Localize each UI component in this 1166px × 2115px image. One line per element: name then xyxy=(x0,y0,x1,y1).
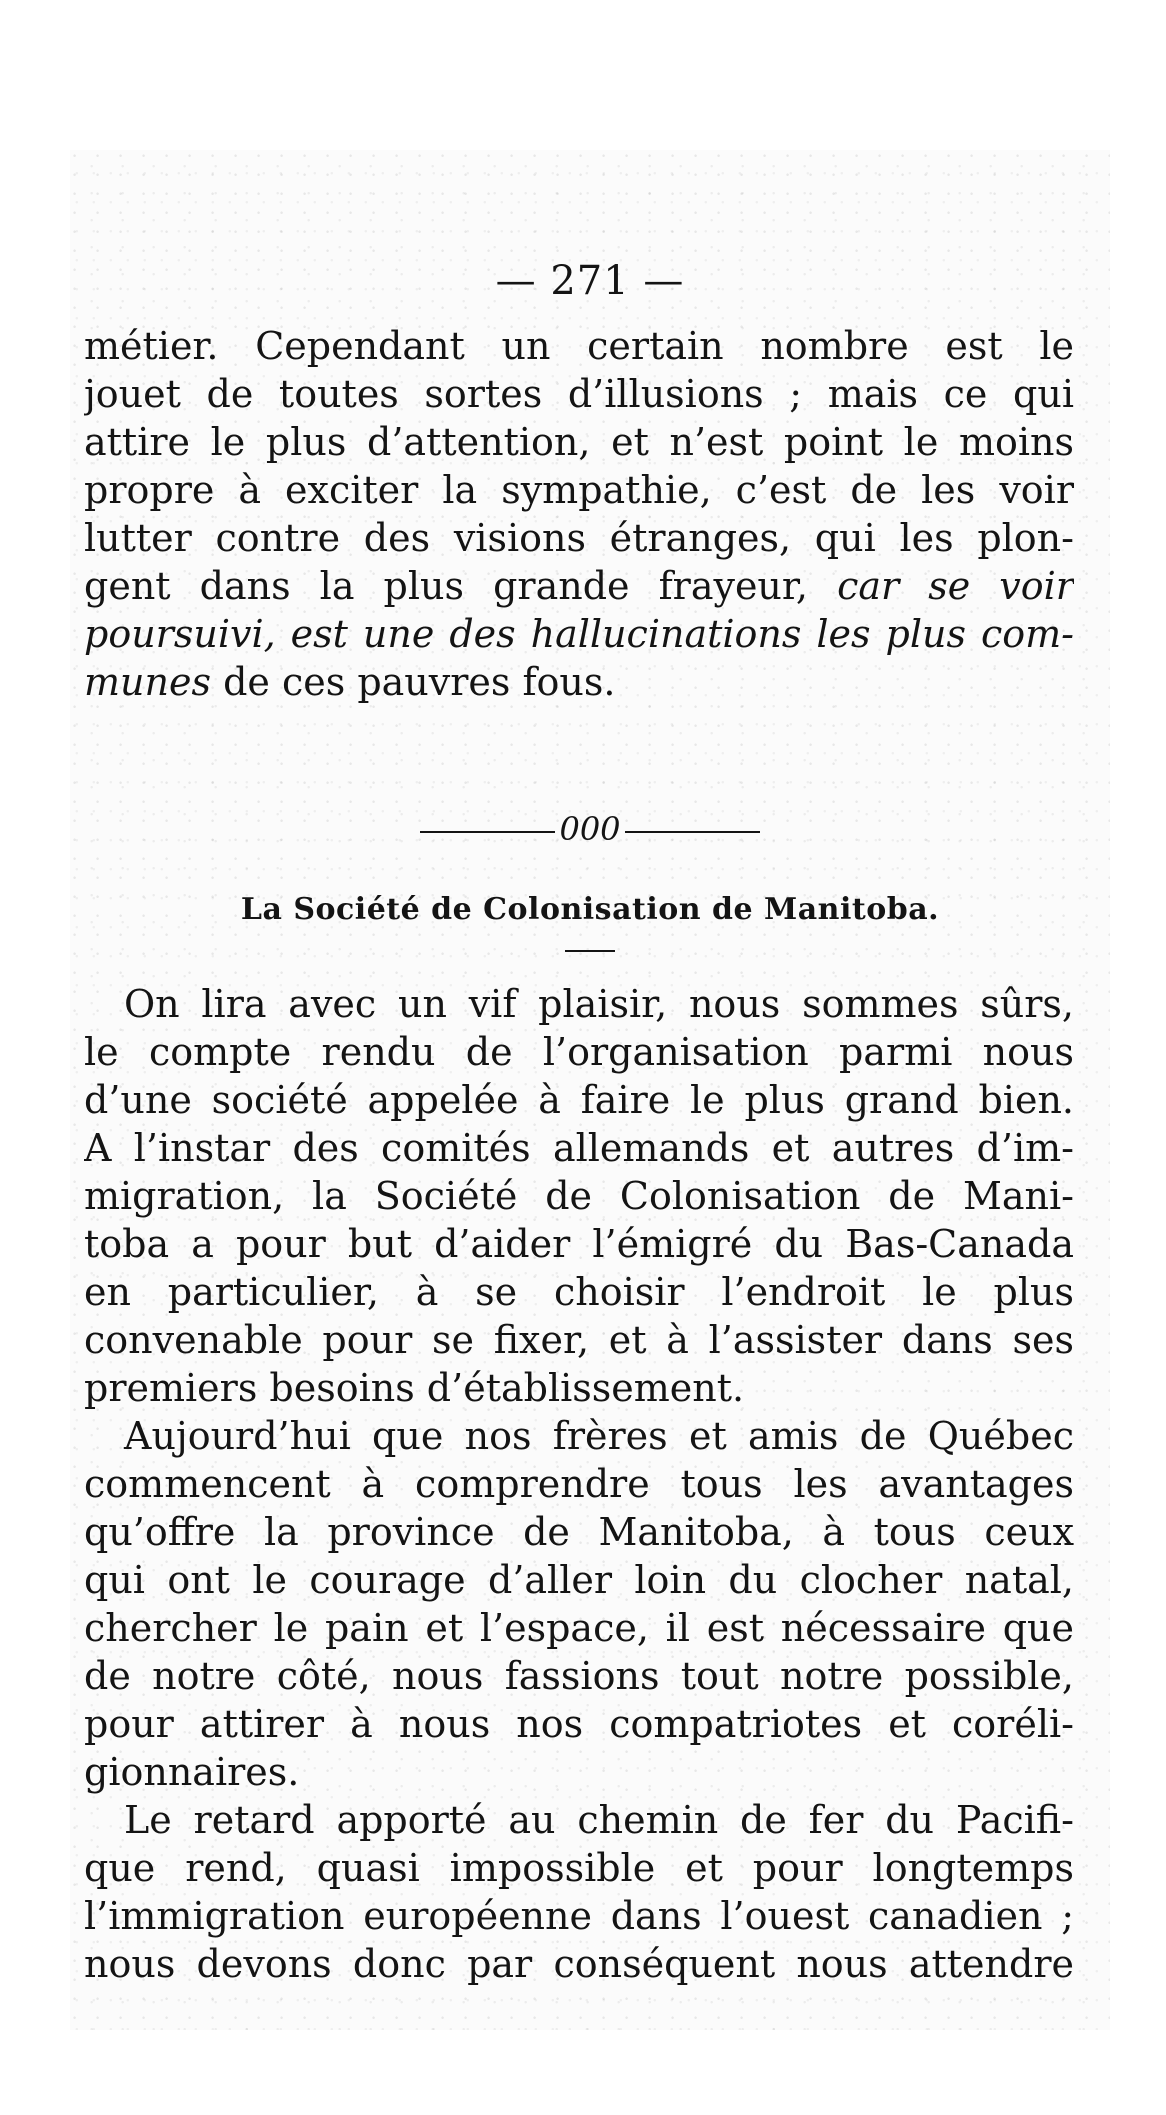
section-title: La Société de Colonisation de Manitoba. xyxy=(240,892,940,927)
article-body xyxy=(84,980,1074,1988)
scanned-page xyxy=(70,150,1110,2030)
italic-text: car se voir xyxy=(837,564,1074,608)
text-line: convenable pour se fixer, et à l’assister dans ses xyxy=(84,1318,1074,1362)
section-separator xyxy=(70,810,1110,848)
title-underline xyxy=(565,950,615,952)
text-line: commencent à comprendre tous les avantages xyxy=(84,1462,1074,1506)
text-line: gionnaires. xyxy=(84,1750,300,1794)
text-line: propre à exciter la sympathie, c’est de les voir xyxy=(84,468,1074,512)
text-segment: de ces pauvres fous. xyxy=(223,660,616,704)
text-line: nous devons donc par conséquent nous attendre xyxy=(84,1942,1074,1986)
text-line: Aujourd’hui que nos frères et amis de Québec xyxy=(124,1414,1074,1458)
text-line: Le retard apporté au chemin de fer du Pacifi- xyxy=(124,1798,1074,1842)
text-line: qu’offre la province de Manitoba, à tous ceux xyxy=(84,1510,1074,1554)
text-line xyxy=(84,610,1074,658)
page-number: — 271 — xyxy=(495,258,685,304)
text-line: migration, la Société de Colonisation de Mani- xyxy=(84,1174,1074,1218)
italic-text: poursuivi, est une des hallucinations les plus com- xyxy=(84,612,1074,656)
text-line: attire le plus d’attention, et n’est point le moins xyxy=(84,420,1074,464)
text-line: On lira avec un vif plaisir, nous sommes sûrs, xyxy=(124,982,1074,1026)
text-line: chercher le pain et l’espace, il est nécessaire que xyxy=(84,1606,1074,1650)
text-line: pour attirer à nous nos compatriotes et coréli- xyxy=(84,1702,1074,1746)
text-line xyxy=(84,658,1074,706)
italic-text: munes xyxy=(84,660,211,704)
text-line: toba a pour but d’aider l’émigré du Bas-Canada xyxy=(84,1222,1074,1266)
text-line: qui ont le courage d’aller loin du clocher natal, xyxy=(84,1558,1074,1602)
top-paragraph xyxy=(84,322,1074,706)
separator-rule xyxy=(420,831,555,833)
separator-rule xyxy=(625,831,760,833)
text-line xyxy=(84,562,1074,610)
text-line: métier. Cependant un certain nombre est le xyxy=(84,324,1074,368)
text-line: de notre côté, nous fassions tout notre possible, xyxy=(84,1654,1074,1698)
text-segment: gent dans la plus grande frayeur, xyxy=(84,564,808,608)
separator-text: 000 xyxy=(559,810,621,848)
text-line: jouet de toutes sortes d’illusions ; mais ce qui xyxy=(84,372,1074,416)
text-line: d’une société appelée à faire le plus grand bien. xyxy=(84,1078,1074,1122)
text-line: l’immigration européenne dans l’ouest canadien ; xyxy=(84,1894,1074,1938)
text-line: lutter contre des visions étranges, qui les plon- xyxy=(84,516,1074,560)
text-line: en particulier, à se choisir l’endroit le plus xyxy=(84,1270,1074,1314)
text-line: le compte rendu de l’organisation parmi nous xyxy=(84,1030,1074,1074)
text-line: premiers besoins d’établissement. xyxy=(84,1366,745,1410)
text-line: que rend, quasi impossible et pour longtemps xyxy=(84,1846,1074,1890)
text-line: A l’instar des comités allemands et autres d’im- xyxy=(84,1126,1074,1170)
